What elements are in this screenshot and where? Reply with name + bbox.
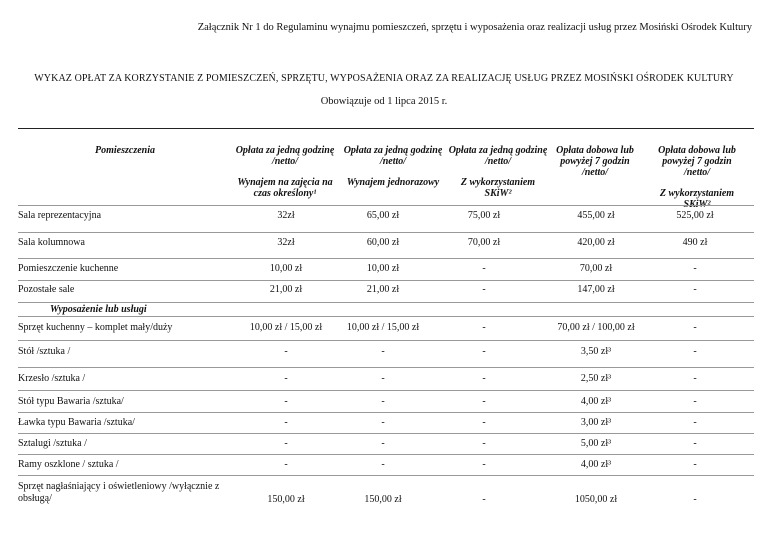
row-label: Sztalugi /sztuka /	[18, 438, 87, 449]
column-header-1	[229, 145, 341, 199]
row-label: Pozostałe sale	[18, 284, 75, 295]
table-cell: 147,00 zł	[577, 284, 615, 295]
table-cell: -	[693, 494, 697, 505]
section-label-equipment: Wyposażenie lub usługi	[50, 304, 147, 315]
table-cell: 21,00 zł	[366, 284, 400, 295]
table-cell: 4,00 zł³	[580, 459, 612, 470]
row-label: Sala kolumnowa	[18, 237, 85, 248]
row-label: Stół typu Bawaria /sztuka/	[18, 396, 124, 407]
column-header-title: Opłata za jedną godzinę /netto/	[448, 145, 548, 167]
row-divider	[18, 316, 754, 317]
table-cell: -	[284, 346, 288, 357]
table-cell: -	[482, 417, 486, 428]
column-header-subtitle: Z wykorzystaniem SKiW²	[460, 177, 536, 199]
table-cell: -	[482, 322, 486, 333]
table-cell: 4,00 zł³	[580, 396, 612, 407]
table-cell: 490 zł	[682, 237, 708, 248]
table-cell: 2,50 zł³	[580, 373, 612, 384]
column-header-title: Pomieszczenia	[95, 145, 155, 156]
row-divider	[18, 232, 754, 233]
table-cell: 32zł	[277, 210, 295, 221]
column-header-3	[448, 145, 548, 199]
table-cell: 10,00 zł	[366, 263, 400, 274]
column-header-2	[339, 145, 447, 188]
table-cell: 65,00 zł	[366, 210, 400, 221]
row-divider	[18, 367, 754, 368]
attachment-note: Załącznik Nr 1 do Regulaminu wynajmu pomieszczeń, sprzętu i wyposażenia oraz realizacji usług przez Mosiński Ośrodek Kultury	[197, 22, 752, 33]
row-divider	[18, 340, 754, 341]
table-cell: 3,50 zł³	[580, 346, 612, 357]
table-cell: -	[381, 373, 385, 384]
row-divider	[18, 454, 754, 455]
table-cell: 32zł	[277, 237, 295, 248]
column-header-subtitle: Z wykorzystaniem SKiW²	[659, 188, 735, 210]
row-label: Sprzęt nagłaśniający i oświetleniowy /wyłącznie z obsługą/	[18, 481, 220, 504]
table-cell: -	[693, 417, 697, 428]
column-header-title: Opłata za jedną godzinę /netto/	[343, 145, 443, 167]
table-cell: -	[381, 396, 385, 407]
table-cell: -	[284, 417, 288, 428]
table-cell: 3,00 zł³	[580, 417, 612, 428]
table-cell: -	[482, 459, 486, 470]
column-header-title: Opłata dobowa lub powyżej 7 godzin /netto/	[556, 145, 634, 178]
row-label: Ramy oszklone / sztuka /	[18, 459, 119, 470]
table-cell: 21,00 zł	[269, 284, 303, 295]
row-divider	[18, 302, 754, 303]
validity-date: Obowiązuje od 1 lipca 2015 r.	[320, 96, 448, 107]
table-cell: 150,00 zł	[267, 494, 305, 505]
row-divider	[18, 258, 754, 259]
table-cell: 70,00 zł / 100,00 zł	[557, 322, 635, 333]
table-cell: -	[693, 322, 697, 333]
table-cell: -	[482, 263, 486, 274]
table-cell: -	[482, 396, 486, 407]
row-divider	[18, 280, 754, 281]
table-cell: 70,00 zł	[467, 237, 501, 248]
table-cell: 150,00 zł	[364, 494, 402, 505]
row-label: Ławka typu Bawaria /sztuka/	[18, 417, 135, 428]
table-cell: -	[381, 438, 385, 449]
table-cell: -	[381, 346, 385, 357]
table-cell: -	[381, 417, 385, 428]
table-cell: 1050,00 zł	[574, 494, 618, 505]
table-cell: -	[482, 373, 486, 384]
column-header-title: Opłata dobowa lub powyżej 7 godzin /netto/	[658, 145, 736, 178]
table-cell: -	[693, 459, 697, 470]
row-divider	[18, 205, 754, 206]
table-cell: -	[284, 438, 288, 449]
row-divider	[18, 475, 754, 476]
table-cell: -	[381, 459, 385, 470]
table-cell: 75,00 zł	[467, 210, 501, 221]
table-cell: 420,00 zł	[577, 237, 615, 248]
table-cell: -	[482, 438, 486, 449]
table-cell: -	[693, 396, 697, 407]
row-divider	[18, 412, 754, 413]
column-header-0	[60, 145, 190, 156]
row-divider	[18, 390, 754, 391]
table-cell: 5,00 zł³	[580, 438, 612, 449]
table-cell: 70,00 zł	[579, 263, 613, 274]
table-cell: 60,00 zł	[366, 237, 400, 248]
column-header-5	[649, 145, 745, 210]
table-cell: -	[482, 494, 486, 505]
table-cell: -	[482, 346, 486, 357]
column-header-title: Opłata za jedną godzinę /netto/	[235, 145, 335, 167]
row-divider	[18, 433, 754, 434]
table-cell: 10,00 zł	[269, 263, 303, 274]
table-cell: -	[693, 373, 697, 384]
table-top-rule	[18, 128, 754, 129]
column-header-4	[549, 145, 641, 178]
table-cell: -	[693, 284, 697, 295]
document-heading: WYKAZ OPŁAT ZA KORZYSTANIE Z POMIESZCZEŃ, SPRZĘTU, WYPOSAŻENIA ORAZ ZA REALIZACJĘ USŁUG PRZEZ MOSIŃSKI OŚRODEK KULTURY	[34, 73, 734, 84]
table-cell: -	[284, 459, 288, 470]
row-label: Krzesło /sztuka /	[18, 373, 86, 384]
table-cell: -	[284, 396, 288, 407]
row-label: Sala reprezentacyjna	[18, 210, 102, 221]
table-cell: -	[693, 346, 697, 357]
table-cell: 10,00 zł / 15,00 zł	[346, 322, 420, 333]
table-cell: -	[693, 438, 697, 449]
row-label: Stół /sztuka /	[18, 346, 71, 357]
table-cell: 455,00 zł	[577, 210, 615, 221]
column-header-subtitle: Wynajem jednorazowy	[346, 177, 440, 188]
column-header-subtitle: Wynajem na zajęcia na czas określony¹	[237, 177, 333, 199]
row-label: Sprzęt kuchenny – komplet mały/duży	[18, 322, 173, 333]
table-cell: 10,00 zł / 15,00 zł	[249, 322, 323, 333]
row-label: Pomieszczenie kuchenne	[18, 263, 119, 274]
table-cell: -	[482, 284, 486, 295]
table-cell: -	[284, 373, 288, 384]
table-cell: 525,00 zł	[676, 210, 714, 221]
table-cell: -	[693, 263, 697, 274]
